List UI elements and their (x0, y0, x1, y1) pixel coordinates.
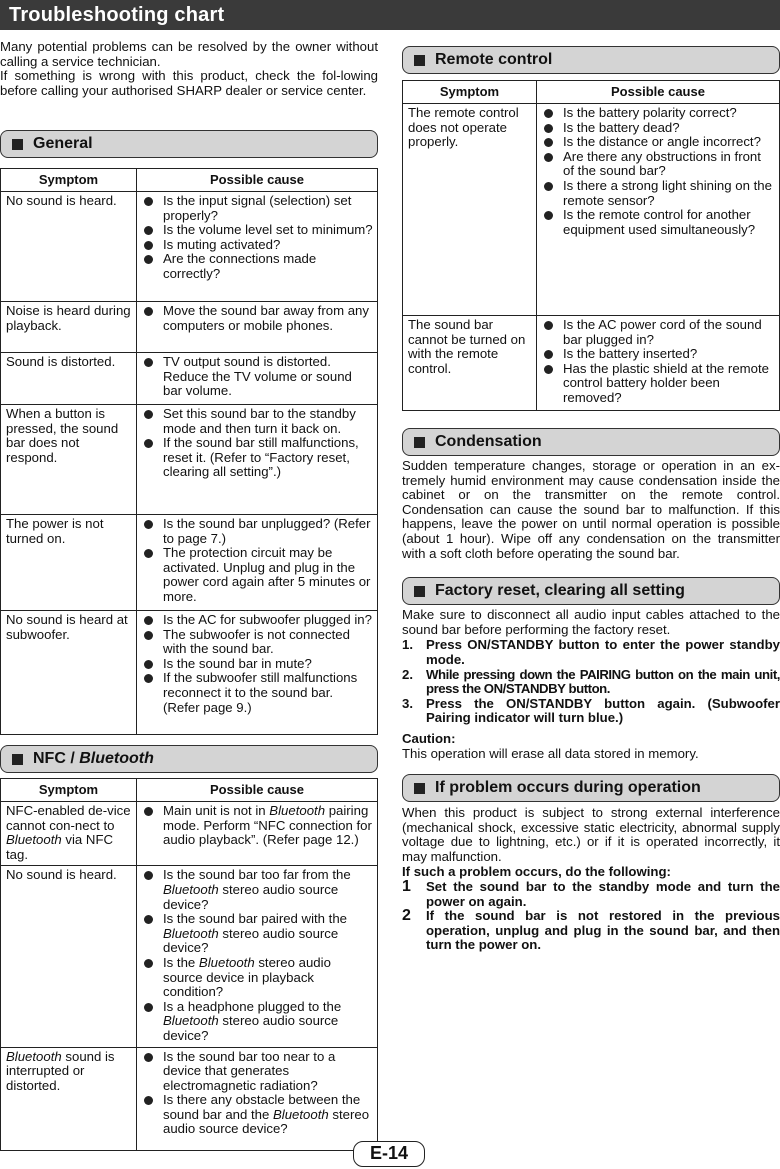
section-title (33, 749, 154, 767)
list-item (141, 868, 373, 912)
symptom-cell: When a button is pressed, the sound bar does not respond. (1, 405, 137, 515)
list-item (141, 912, 373, 956)
intro (0, 40, 378, 117)
symptom-cell: Sound is distorted. (1, 353, 137, 405)
title-part-italic: Bluetooth (79, 749, 154, 767)
cause-cell (137, 405, 378, 515)
text: Is the (163, 954, 199, 970)
list-item: The subwoofer is not connected with the sound bar. (141, 628, 373, 657)
column-header-cause: Possible cause (537, 81, 780, 104)
general-table (0, 168, 378, 735)
list-item: Is muting activated? (141, 238, 373, 253)
step-text: Press the ON/STANDBY button again. (Subwoofer Pairing indicator will turn blue.) (426, 695, 780, 726)
step-number: 2. (402, 666, 413, 682)
caution-label: Caution: (402, 730, 456, 746)
list-item: Is the sound bar too near to a device that generates electromagnetic radiation? (141, 1050, 373, 1094)
column-header-cause: Possible cause (137, 169, 378, 192)
table-row (1, 1047, 378, 1150)
text: Is there any obstacle between the sound bar and the (163, 1092, 361, 1122)
text: via NFC tag. (6, 832, 114, 862)
cause-cell (137, 353, 378, 405)
cause-cell (137, 866, 378, 1047)
column-header-symptom: Symptom (1, 169, 137, 192)
intro-paragraph-1: Many potential problems can be resolved by the owner without calling a service technician. (0, 39, 378, 69)
text-italic: Bluetooth (163, 881, 219, 897)
list-item: The protection circuit may be activated. Unplug and plug in the power cord again after 5 minutes or more. (141, 546, 373, 604)
table-row (1, 353, 378, 405)
list-item: Is the battery polarity correct? (541, 106, 775, 121)
page-number: E-14 (353, 1141, 425, 1167)
text: Is the sound bar too far from the (163, 867, 351, 883)
text: stereo audio source device? (163, 881, 339, 912)
right-column (402, 46, 780, 953)
symptom-cell: No sound is heard. (1, 192, 137, 302)
section-header-general (0, 130, 378, 158)
left-column (0, 40, 378, 1151)
cause-cell (537, 316, 780, 411)
symptom-cell: Noise is heard during playback. (1, 302, 137, 353)
symptom-cell (1, 802, 137, 866)
list-item (402, 909, 780, 953)
list-item: Set this sound bar to the standby mode and then turn it back on. (141, 407, 373, 436)
problem-steps (402, 880, 780, 953)
cause-cell (137, 611, 378, 735)
list-item: Is there a strong light shining on the remote sensor? (541, 179, 775, 208)
page-title: Troubleshooting chart (9, 4, 225, 26)
table-row (1, 302, 378, 353)
text: sound is interrupted or distorted. (6, 1048, 115, 1093)
square-bullet-icon (414, 586, 425, 597)
list-item: Is the sound bar in mute? (141, 657, 373, 672)
symptom-cell (1, 1047, 137, 1150)
cause-cell (537, 104, 780, 316)
remote-table (402, 80, 780, 411)
list-item: Has the plastic shield at the remote control battery holder been removed? (541, 362, 775, 406)
problem-text: When this product is subject to strong external interference (mechanical shock, excessive static electricity, abnormal supply voltage due to lightning, etc.) or if it is operated incorrectly, it may malfunction. (402, 805, 780, 864)
text: stereo audio source device? (163, 1013, 339, 1043)
symptom-cell: The power is not turned on. (1, 515, 137, 611)
list-item (141, 1000, 373, 1044)
symptom-cell: No sound is heard. (1, 866, 137, 1047)
symptom-cell: No sound is heard at subwoofer. (1, 611, 137, 735)
section-header-factory-reset (402, 577, 780, 605)
list-item (402, 697, 780, 726)
table-row (1, 611, 378, 735)
table-row (1, 866, 378, 1047)
header-bar (0, 0, 780, 30)
text: stereo audio source device in playback condition? (163, 954, 331, 1000)
factory-reset-text: Make sure to disconnect all audio input cables attached to the sound bar before performing the factory reset. (402, 607, 780, 637)
list-item (141, 1093, 373, 1137)
text-italic: Bluetooth (269, 803, 326, 818)
square-bullet-icon (12, 139, 23, 150)
text: stereo audio source device? (163, 1106, 370, 1137)
list-item (402, 880, 780, 909)
text-italic: Bluetooth (6, 1048, 62, 1064)
text: Is the sound bar paired with the (163, 911, 348, 927)
section-header-nfc-bluetooth (0, 745, 378, 773)
list-item: Is the sound bar unplugged? (Refer to page 7.) (141, 517, 373, 546)
title-part: NFC / (33, 749, 80, 767)
column-header-symptom: Symptom (403, 81, 537, 104)
step-text: Press ON/STANDBY button to enter the power standby mode. (426, 637, 780, 667)
list-item: Is the AC power cord of the sound bar plugged in? (541, 318, 775, 347)
text: stereo audio source device? (163, 925, 339, 956)
symptom-cell: The sound bar cannot be turned on with the remote control. (403, 316, 537, 411)
section-title: If problem occurs during operation (435, 778, 701, 796)
section-title: General (33, 134, 93, 152)
problem-lead: If such a problem occurs, do the following: (402, 864, 671, 880)
text: Main unit is not in (163, 803, 270, 818)
symptom-cell: The remote control does not operate properly. (403, 104, 537, 316)
text-italic: Bluetooth (163, 1013, 219, 1029)
list-item: Is the volume level set to minimum? (141, 223, 373, 238)
list-item: Is the input signal (selection) set properly? (141, 194, 373, 223)
cause-cell (137, 302, 378, 353)
column-header-symptom: Symptom (1, 779, 137, 802)
table-row (1, 515, 378, 611)
list-item (402, 668, 780, 697)
cause-cell (137, 192, 378, 302)
list-item: Are the connections made correctly? (141, 252, 373, 281)
text-italic: Bluetooth (198, 954, 255, 970)
list-item (402, 638, 780, 667)
section-header-remote-control (402, 46, 780, 74)
square-bullet-icon (414, 437, 425, 448)
text-italic: Bluetooth (6, 832, 62, 848)
text: pairing mode. Perform “NFC connection for audio playback”. (Refer page 12.) (163, 803, 372, 848)
section-header-condensation (402, 428, 780, 456)
text: Is a headphone plugged to the (163, 998, 342, 1014)
cause-cell (137, 515, 378, 611)
list-item: If the sound bar still malfunctions, reset it. (Refer to “Factory reset, clearing all setting”.) (141, 436, 373, 480)
section-title: Factory reset, clearing all setting (435, 581, 685, 599)
square-bullet-icon (414, 783, 425, 794)
list-item: Is the battery inserted? (541, 347, 775, 362)
caution-text: This operation will erase all data stored in memory. (402, 745, 699, 761)
step-number: 1. (402, 637, 413, 653)
cause-cell (137, 802, 378, 866)
list-item (141, 804, 373, 848)
condensation-text: Sudden temperature changes, storage or operation in an ex-tremely humid environment may cause condensation inside the cabinet or on the transmitter on the remote control. Condensation can cause the sound bar to malfunction. If this happens, leave the power on until normal operation is possible (about 1 hour). Wipe off any condensation on the transmitter with a soft cloth before operating the sound bar. (402, 458, 780, 561)
list-item: Is the remote control for another equipment used simultaneously? (541, 208, 775, 237)
step-number: 1 (402, 878, 411, 896)
list-item: Are there any obstructions in front of the sound bar? (541, 150, 775, 179)
list-item (141, 956, 373, 1000)
list-item: TV output sound is distorted. Reduce the TV volume or sound bar volume. (141, 355, 373, 399)
section-title: Remote control (435, 50, 553, 68)
table-row (403, 316, 780, 411)
square-bullet-icon (12, 754, 23, 765)
factory-reset-steps (402, 638, 780, 726)
step-text: While pressing down the PAIRING button on the main unit, press the ON/STANDBY button. (426, 666, 780, 697)
cause-cell (137, 1047, 378, 1150)
list-item: Is the AC for subwoofer plugged in? (141, 613, 373, 628)
step-number: 2 (402, 907, 411, 925)
table-row (403, 104, 780, 316)
table-row (1, 192, 378, 302)
text-italic: Bluetooth (272, 1106, 329, 1122)
section-title: Condensation (435, 432, 542, 450)
text-italic: Bluetooth (163, 925, 219, 941)
step-text: If the sound bar is not restored in the previous operation, unplug and plug in the sound bar, and then turn the power on. (426, 908, 780, 953)
list-item: Is the battery dead? (541, 121, 775, 136)
step-number: 3. (402, 695, 413, 711)
section-header-problem (402, 774, 780, 802)
intro-paragraph-2: If something is wrong with this product, check the fol-lowing before calling your authorised SHARP dealer or service center. (0, 68, 378, 98)
text: NFC-enabled de-vice cannot con-nect to (6, 803, 131, 833)
column-header-cause: Possible cause (137, 779, 378, 802)
list-item: If the subwoofer still malfunctions reconnect it to the sound bar. (Refer page 9.) (141, 671, 373, 715)
table-row (1, 802, 378, 866)
step-text: Set the sound bar to the standby mode and turn the power on again. (426, 879, 780, 909)
list-item: Is the distance or angle incorrect? (541, 135, 775, 150)
table-row (1, 405, 378, 515)
square-bullet-icon (414, 55, 425, 66)
list-item: Move the sound bar away from any computers or mobile phones. (141, 304, 373, 333)
nfc-table (0, 778, 378, 1151)
